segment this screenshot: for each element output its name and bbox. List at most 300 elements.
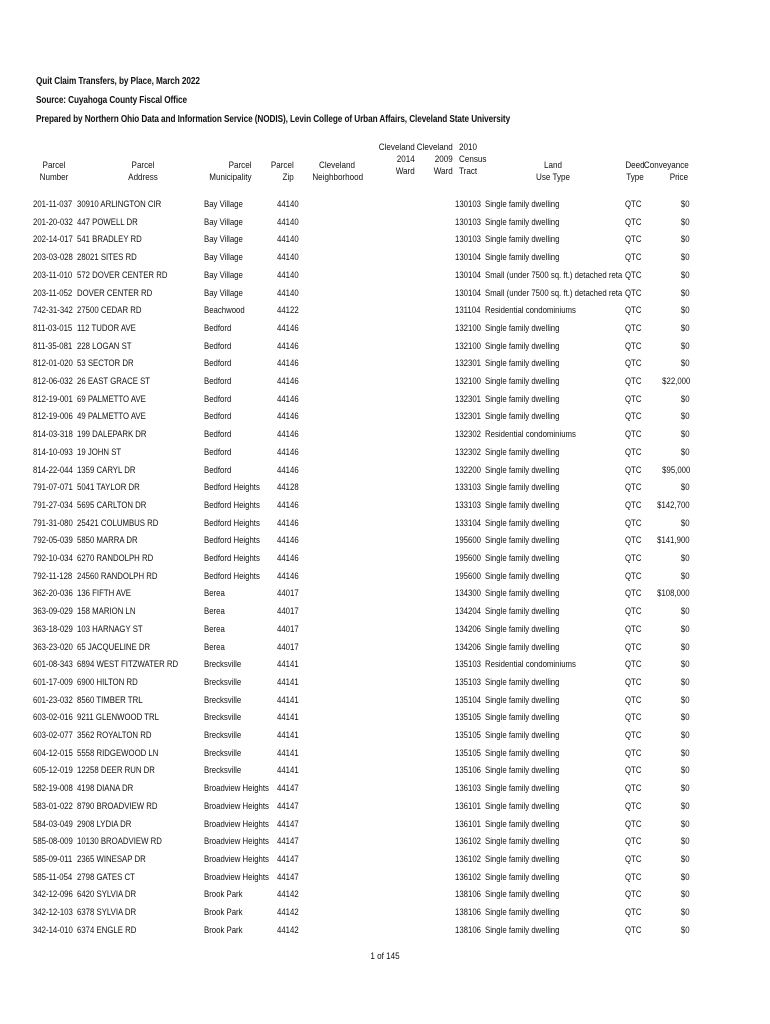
cell-parcel-number: 791-07-071 — [33, 482, 73, 494]
cell-census-tract: 134204 — [455, 606, 481, 618]
cell-conveyance-price: $0 — [681, 783, 690, 795]
cell-parcel-number: 585-08-009 — [33, 836, 73, 848]
cell-census-tract: 134300 — [455, 588, 481, 600]
cell-land-use-type: Single family dwelling — [485, 393, 560, 405]
cell-parcel-municipality: Brecksville — [204, 659, 242, 671]
cell-census-tract: 135105 — [455, 712, 481, 724]
cell-deed-type: QTC — [625, 836, 642, 848]
cell-conveyance-price: $0 — [681, 694, 690, 706]
cell-parcel-number: 791-27-034 — [33, 499, 73, 511]
cell-parcel-number: 812-01-020 — [33, 358, 73, 370]
cell-parcel-municipality: Brecksville — [204, 676, 242, 688]
table-row — [0, 515, 770, 533]
cell-deed-type: QTC — [625, 747, 642, 759]
cell-parcel-number: 201-11-037 — [33, 199, 73, 210]
header-parcel-zip: Parcel Zip — [270, 160, 294, 183]
cell-parcel-municipality: Bedford — [204, 446, 232, 458]
cell-census-tract: 195600 — [455, 553, 481, 564]
cell-deed-type: QTC — [625, 800, 642, 812]
cell-land-use-type: Small (under 7500 sq. ft.) detached reta — [485, 269, 623, 281]
table-row — [0, 585, 770, 603]
cell-land-use-type: Single family dwelling — [485, 570, 560, 582]
cell-parcel-address: 12258 DEER RUN DR — [77, 765, 155, 777]
cell-conveyance-price: $0 — [681, 216, 690, 228]
cell-parcel-number: 792-11-128 — [33, 570, 73, 582]
cell-deed-type: QTC — [625, 305, 642, 317]
cell-census-tract: 132200 — [455, 464, 481, 476]
cell-parcel-municipality: Bay Village — [204, 199, 243, 210]
cell-parcel-number: 811-03-015 — [33, 322, 73, 334]
cell-parcel-zip: 44141 — [277, 730, 299, 741]
cell-parcel-address: 8560 TIMBER TRL — [77, 694, 143, 706]
cell-census-tract: 135105 — [455, 730, 481, 741]
cell-parcel-zip: 44146 — [277, 535, 299, 547]
table-row — [0, 904, 770, 922]
header-ward-2014: Cleveland 2014 Ward — [378, 142, 415, 177]
table-row — [0, 922, 770, 940]
cell-parcel-municipality: Brecksville — [204, 747, 242, 759]
cell-parcel-municipality: Bedford Heights — [204, 570, 260, 582]
table-row — [0, 851, 770, 869]
cell-parcel-number: 603-02-016 — [33, 712, 73, 724]
cell-parcel-address: 5558 RIDGEWOOD LN — [77, 747, 159, 759]
cell-land-use-type: Single family dwelling — [485, 676, 560, 688]
cell-parcel-zip: 44140 — [277, 234, 299, 246]
cell-land-use-type: Single family dwelling — [485, 340, 560, 352]
table-row — [0, 196, 770, 214]
cell-parcel-zip: 44146 — [277, 464, 299, 476]
cell-land-use-type: Single family dwelling — [485, 234, 560, 246]
table-row — [0, 603, 770, 621]
cell-land-use-type: Single family dwelling — [485, 712, 560, 724]
cell-conveyance-price: $0 — [681, 411, 690, 423]
cell-parcel-number: 584-03-049 — [33, 818, 73, 830]
cell-deed-type: QTC — [625, 464, 642, 476]
cell-conveyance-price: $0 — [681, 446, 690, 458]
header-cleveland-neighborhood: Cleveland Neighborhood — [312, 160, 364, 183]
cell-parcel-address: 228 LOGAN ST — [77, 340, 132, 352]
cell-census-tract: 133103 — [455, 482, 481, 494]
cell-parcel-address: 69 PALMETTO AVE — [77, 393, 146, 405]
cell-land-use-type: Single family dwelling — [485, 199, 560, 210]
cell-land-use-type: Residential condominiums — [485, 429, 576, 441]
cell-conveyance-price: $0 — [681, 676, 690, 688]
cell-parcel-municipality: Brook Park — [204, 907, 243, 918]
cell-parcel-zip: 44146 — [277, 393, 299, 405]
cell-parcel-number: 342-14-010 — [33, 924, 73, 936]
table-row — [0, 249, 770, 267]
cell-parcel-address: 6374 ENGLE RD — [77, 924, 137, 936]
cell-parcel-address: 572 DOVER CENTER RD — [77, 269, 168, 281]
cell-parcel-municipality: Berea — [204, 623, 225, 635]
cell-deed-type: QTC — [625, 499, 642, 511]
cell-conveyance-price: $0 — [681, 907, 690, 918]
cell-deed-type: QTC — [625, 889, 642, 901]
cell-land-use-type: Single family dwelling — [485, 907, 560, 918]
cell-land-use-type: Single family dwelling — [485, 924, 560, 936]
cell-conveyance-price: $0 — [681, 252, 690, 264]
cell-parcel-zip: 44017 — [277, 588, 299, 600]
cell-conveyance-price: $0 — [681, 853, 690, 865]
cell-parcel-zip: 44146 — [277, 358, 299, 370]
cell-parcel-municipality: Bedford — [204, 358, 232, 370]
cell-conveyance-price: $141,900 — [657, 535, 690, 547]
header-parcel-address: Parcel Address — [128, 160, 158, 183]
cell-parcel-number: 342-12-103 — [33, 907, 73, 918]
cell-parcel-number: 814-03-318 — [33, 429, 73, 441]
cell-parcel-number: 814-10-093 — [33, 446, 73, 458]
cell-parcel-zip: 44142 — [277, 889, 299, 901]
cell-deed-type: QTC — [625, 924, 642, 936]
table-row — [0, 550, 770, 568]
cell-conveyance-price: $0 — [681, 641, 690, 653]
cell-parcel-number: 603-02-077 — [33, 730, 73, 741]
cell-land-use-type: Single family dwelling — [485, 482, 560, 494]
cell-census-tract: 135105 — [455, 747, 481, 759]
cell-parcel-municipality: Broadview Heights — [204, 871, 269, 883]
table-row — [0, 816, 770, 834]
cell-land-use-type: Residential condominiums — [485, 305, 576, 317]
header-deed-type: Deed Type — [625, 160, 645, 183]
cell-census-tract: 131104 — [455, 305, 481, 317]
cell-parcel-zip: 44140 — [277, 216, 299, 228]
cell-deed-type: QTC — [625, 216, 642, 228]
table-row — [0, 426, 770, 444]
cell-parcel-zip: 44146 — [277, 446, 299, 458]
cell-parcel-municipality: Bedford — [204, 322, 232, 334]
cell-land-use-type: Residential condominiums — [485, 659, 576, 671]
report-title-block — [36, 72, 614, 129]
page-number: 1 of 145 — [370, 951, 400, 962]
cell-land-use-type: Single family dwelling — [485, 783, 560, 795]
cell-census-tract: 133103 — [455, 499, 481, 511]
cell-parcel-number: 342-12-096 — [33, 889, 73, 901]
cell-census-tract: 130103 — [455, 199, 481, 210]
cell-conveyance-price: $0 — [681, 287, 690, 299]
cell-parcel-address: 2798 GATES CT — [77, 871, 135, 883]
cell-census-tract: 138106 — [455, 907, 481, 918]
cell-parcel-zip: 44146 — [277, 322, 299, 334]
cell-parcel-zip: 44146 — [277, 570, 299, 582]
cell-land-use-type: Single family dwelling — [485, 252, 560, 264]
cell-land-use-type: Single family dwelling — [485, 694, 560, 706]
table-row — [0, 869, 770, 887]
cell-census-tract: 132100 — [455, 376, 481, 387]
cell-land-use-type: Single family dwelling — [485, 553, 560, 564]
cell-conveyance-price: $0 — [681, 765, 690, 777]
cell-parcel-number: 203-03-028 — [33, 252, 73, 264]
cell-parcel-municipality: Berea — [204, 641, 225, 653]
cell-deed-type: QTC — [625, 269, 642, 281]
cell-land-use-type: Single family dwelling — [485, 871, 560, 883]
cell-parcel-zip: 44146 — [277, 376, 299, 387]
table-row — [0, 798, 770, 816]
header-ward-2009: Cleveland 2009 Ward — [416, 142, 453, 177]
cell-parcel-number: 362-20-036 — [33, 588, 73, 600]
cell-land-use-type: Single family dwelling — [485, 535, 560, 547]
cell-conveyance-price: $0 — [681, 517, 690, 529]
cell-deed-type: QTC — [625, 606, 642, 618]
cell-census-tract: 130103 — [455, 234, 481, 246]
cell-deed-type: QTC — [625, 676, 642, 688]
cell-parcel-zip: 44017 — [277, 623, 299, 635]
cell-land-use-type: Small (under 7500 sq. ft.) detached reta — [485, 287, 623, 299]
table-row — [0, 780, 770, 798]
cell-parcel-municipality: Bedford Heights — [204, 482, 260, 494]
header-land-use-type: Land Use Type — [536, 160, 570, 183]
cell-parcel-zip: 44140 — [277, 269, 299, 281]
cell-parcel-zip: 44147 — [277, 836, 299, 848]
cell-parcel-number: 202-14-017 — [33, 234, 73, 246]
cell-parcel-municipality: Brecksville — [204, 765, 242, 777]
cell-deed-type: QTC — [625, 446, 642, 458]
cell-parcel-municipality: Brecksville — [204, 712, 242, 724]
header-conveyance-price: Conveyance Price — [643, 160, 689, 183]
cell-census-tract: 130104 — [455, 287, 481, 299]
cell-land-use-type: Single family dwelling — [485, 446, 560, 458]
cell-conveyance-price: $22,000 — [661, 376, 690, 387]
cell-census-tract: 132302 — [455, 446, 481, 458]
cell-land-use-type: Single family dwelling — [485, 765, 560, 777]
cell-deed-type: QTC — [625, 570, 642, 582]
cell-parcel-zip: 44141 — [277, 676, 299, 688]
table-row — [0, 833, 770, 851]
cell-census-tract: 135103 — [455, 676, 481, 688]
cell-census-tract: 133104 — [455, 517, 481, 529]
cell-conveyance-price: $0 — [681, 730, 690, 741]
cell-parcel-address: 49 PALMETTO AVE — [77, 411, 146, 423]
cell-census-tract: 138106 — [455, 924, 481, 936]
cell-parcel-municipality: Broadview Heights — [204, 818, 269, 830]
cell-deed-type: QTC — [625, 234, 642, 246]
cell-census-tract: 132302 — [455, 429, 481, 441]
cell-parcel-address: 136 FIFTH AVE — [77, 588, 131, 600]
cell-deed-type: QTC — [625, 553, 642, 564]
cell-conveyance-price: $0 — [681, 570, 690, 582]
report-prepared-by: Prepared by Northern Ohio Data and Information Service (NODIS), Levin College of Urban Affairs, Cleveland State University — [36, 114, 511, 125]
cell-parcel-municipality: Bedford Heights — [204, 553, 260, 564]
cell-parcel-zip: 44146 — [277, 411, 299, 423]
cell-conveyance-price: $0 — [681, 800, 690, 812]
cell-conveyance-price: $0 — [681, 836, 690, 848]
cell-parcel-address: 158 MARION LN — [77, 606, 136, 618]
cell-parcel-address: DOVER CENTER RD — [77, 287, 153, 299]
cell-parcel-address: 5695 CARLTON DR — [77, 499, 147, 511]
cell-land-use-type: Single family dwelling — [485, 818, 560, 830]
cell-parcel-address: 65 JACQUELINE DR — [77, 641, 151, 653]
cell-census-tract: 132301 — [455, 358, 481, 370]
cell-deed-type: QTC — [625, 376, 642, 387]
cell-deed-type: QTC — [625, 871, 642, 883]
cell-census-tract: 132301 — [455, 393, 481, 405]
cell-deed-type: QTC — [625, 535, 642, 547]
cell-parcel-address: 6378 SYLVIA DR — [77, 907, 137, 918]
cell-parcel-municipality: Bay Village — [204, 287, 243, 299]
cell-parcel-zip: 44017 — [277, 606, 299, 618]
table-row — [0, 408, 770, 426]
cell-deed-type: QTC — [625, 482, 642, 494]
table-row — [0, 320, 770, 338]
cell-land-use-type: Single family dwelling — [485, 464, 560, 476]
cell-parcel-number: 792-10-034 — [33, 553, 73, 564]
cell-parcel-address: 3562 ROYALTON RD — [77, 730, 152, 741]
cell-census-tract: 136102 — [455, 836, 481, 848]
table-row — [0, 338, 770, 356]
cell-parcel-number: 601-17-009 — [33, 676, 73, 688]
cell-census-tract: 134206 — [455, 623, 481, 635]
cell-parcel-address: 28021 SITES RD — [77, 252, 137, 264]
cell-parcel-zip: 44147 — [277, 783, 299, 795]
table-row — [0, 745, 770, 763]
cell-parcel-number: 792-05-039 — [33, 535, 73, 547]
cell-parcel-municipality: Bedford Heights — [204, 535, 260, 547]
cell-census-tract: 130104 — [455, 269, 481, 281]
cell-deed-type: QTC — [625, 429, 642, 441]
cell-parcel-number: 812-19-006 — [33, 411, 73, 423]
cell-census-tract: 135106 — [455, 765, 481, 777]
cell-deed-type: QTC — [625, 588, 642, 600]
cell-parcel-zip: 44147 — [277, 800, 299, 812]
table-row — [0, 214, 770, 232]
cell-conveyance-price: $0 — [681, 269, 690, 281]
cell-parcel-municipality: Brecksville — [204, 730, 242, 741]
table-row — [0, 532, 770, 550]
cell-parcel-zip: 44146 — [277, 499, 299, 511]
cell-parcel-municipality: Broadview Heights — [204, 783, 269, 795]
cell-parcel-number: 812-06-032 — [33, 376, 73, 387]
cell-deed-type: QTC — [625, 765, 642, 777]
cell-deed-type: QTC — [625, 783, 642, 795]
cell-parcel-number: 203-11-010 — [33, 269, 73, 281]
cell-parcel-address: 199 DALEPARK DR — [77, 429, 147, 441]
cell-parcel-number: 601-08-343 — [33, 659, 73, 671]
cell-conveyance-price: $0 — [681, 712, 690, 724]
cell-conveyance-price: $0 — [681, 429, 690, 441]
cell-parcel-municipality: Bay Village — [204, 252, 243, 264]
cell-parcel-municipality: Brook Park — [204, 924, 243, 936]
cell-parcel-number: 791-31-080 — [33, 517, 73, 529]
cell-parcel-number: 203-11-052 — [33, 287, 73, 299]
cell-census-tract: 136102 — [455, 871, 481, 883]
cell-parcel-zip: 44141 — [277, 712, 299, 724]
cell-land-use-type: Single family dwelling — [485, 322, 560, 334]
cell-land-use-type: Single family dwelling — [485, 853, 560, 865]
cell-conveyance-price: $0 — [681, 393, 690, 405]
cell-parcel-municipality: Bedford — [204, 393, 232, 405]
cell-parcel-zip: 44147 — [277, 853, 299, 865]
cell-census-tract: 136102 — [455, 853, 481, 865]
cell-deed-type: QTC — [625, 853, 642, 865]
cell-parcel-address: 103 HARNAGY ST — [77, 623, 143, 635]
cell-parcel-municipality: Berea — [204, 588, 225, 600]
cell-conveyance-price: $0 — [681, 553, 690, 564]
cell-deed-type: QTC — [625, 907, 642, 918]
cell-parcel-address: 9211 GLENWOOD TRL — [77, 712, 159, 724]
table-row — [0, 444, 770, 462]
table-row — [0, 621, 770, 639]
header-parcel-municipality: Parcel Municipality — [209, 160, 252, 183]
cell-parcel-zip: 44146 — [277, 429, 299, 441]
table-row — [0, 267, 770, 285]
cell-parcel-municipality: Bedford — [204, 464, 232, 476]
cell-census-tract: 138106 — [455, 889, 481, 901]
table-row — [0, 674, 770, 692]
table-row — [0, 479, 770, 497]
table-row — [0, 727, 770, 745]
cell-land-use-type: Single family dwelling — [485, 889, 560, 901]
cell-parcel-number: 363-09-029 — [33, 606, 73, 618]
table-row — [0, 302, 770, 320]
cell-census-tract: 130103 — [455, 216, 481, 228]
table-row — [0, 656, 770, 674]
cell-parcel-municipality: Berea — [204, 606, 225, 618]
cell-parcel-municipality: Bay Village — [204, 269, 243, 281]
cell-land-use-type: Single family dwelling — [485, 623, 560, 635]
table-row — [0, 886, 770, 904]
cell-parcel-zip: 44128 — [277, 482, 299, 494]
cell-parcel-municipality: Bedford Heights — [204, 499, 260, 511]
cell-deed-type: QTC — [625, 730, 642, 741]
cell-land-use-type: Single family dwelling — [485, 411, 560, 423]
cell-conveyance-price: $142,700 — [657, 499, 690, 511]
cell-deed-type: QTC — [625, 712, 642, 724]
cell-deed-type: QTC — [625, 322, 642, 334]
table-row — [0, 355, 770, 373]
cell-parcel-number: 582-19-008 — [33, 783, 73, 795]
cell-land-use-type: Single family dwelling — [485, 499, 560, 511]
cell-census-tract: 135103 — [455, 659, 481, 671]
table-row — [0, 373, 770, 391]
cell-deed-type: QTC — [625, 411, 642, 423]
cell-parcel-zip: 44146 — [277, 553, 299, 564]
cell-conveyance-price: $0 — [681, 889, 690, 901]
cell-census-tract: 195600 — [455, 570, 481, 582]
cell-land-use-type: Single family dwelling — [485, 730, 560, 741]
cell-land-use-type: Single family dwelling — [485, 517, 560, 529]
cell-parcel-number: 742-31-342 — [33, 305, 73, 317]
cell-deed-type: QTC — [625, 623, 642, 635]
cell-conveyance-price: $0 — [681, 623, 690, 635]
cell-parcel-address: 8790 BROADVIEW RD — [77, 800, 158, 812]
cell-parcel-zip: 44140 — [277, 199, 299, 210]
cell-parcel-number: 201-20-032 — [33, 216, 73, 228]
cell-conveyance-price: $108,000 — [657, 588, 690, 600]
cell-parcel-municipality: Broadview Heights — [204, 853, 269, 865]
cell-parcel-address: 6270 RANDOLPH RD — [77, 553, 154, 564]
cell-deed-type: QTC — [625, 694, 642, 706]
cell-conveyance-price: $0 — [681, 482, 690, 494]
cell-conveyance-price: $0 — [681, 659, 690, 671]
cell-parcel-number: 811-35-081 — [33, 340, 73, 352]
cell-parcel-address: 27500 CEDAR RD — [77, 305, 142, 317]
cell-deed-type: QTC — [625, 818, 642, 830]
cell-parcel-zip: 44141 — [277, 659, 299, 671]
cell-deed-type: QTC — [625, 340, 642, 352]
report-title: Quit Claim Transfers, by Place, March 2022 — [36, 76, 200, 87]
cell-parcel-zip: 44142 — [277, 924, 299, 936]
table-row — [0, 692, 770, 710]
cell-parcel-municipality: Broadview Heights — [204, 836, 269, 848]
cell-conveyance-price: $0 — [681, 358, 690, 370]
table-row — [0, 762, 770, 780]
cell-parcel-number: 812-19-001 — [33, 393, 73, 405]
cell-parcel-number: 601-23-032 — [33, 694, 73, 706]
header-census-tract: 2010 Census Tract — [459, 142, 487, 177]
cell-parcel-zip: 44141 — [277, 694, 299, 706]
cell-parcel-number: 585-09-011 — [33, 853, 73, 865]
cell-conveyance-price: $0 — [681, 924, 690, 936]
cell-parcel-municipality: Bedford — [204, 376, 232, 387]
